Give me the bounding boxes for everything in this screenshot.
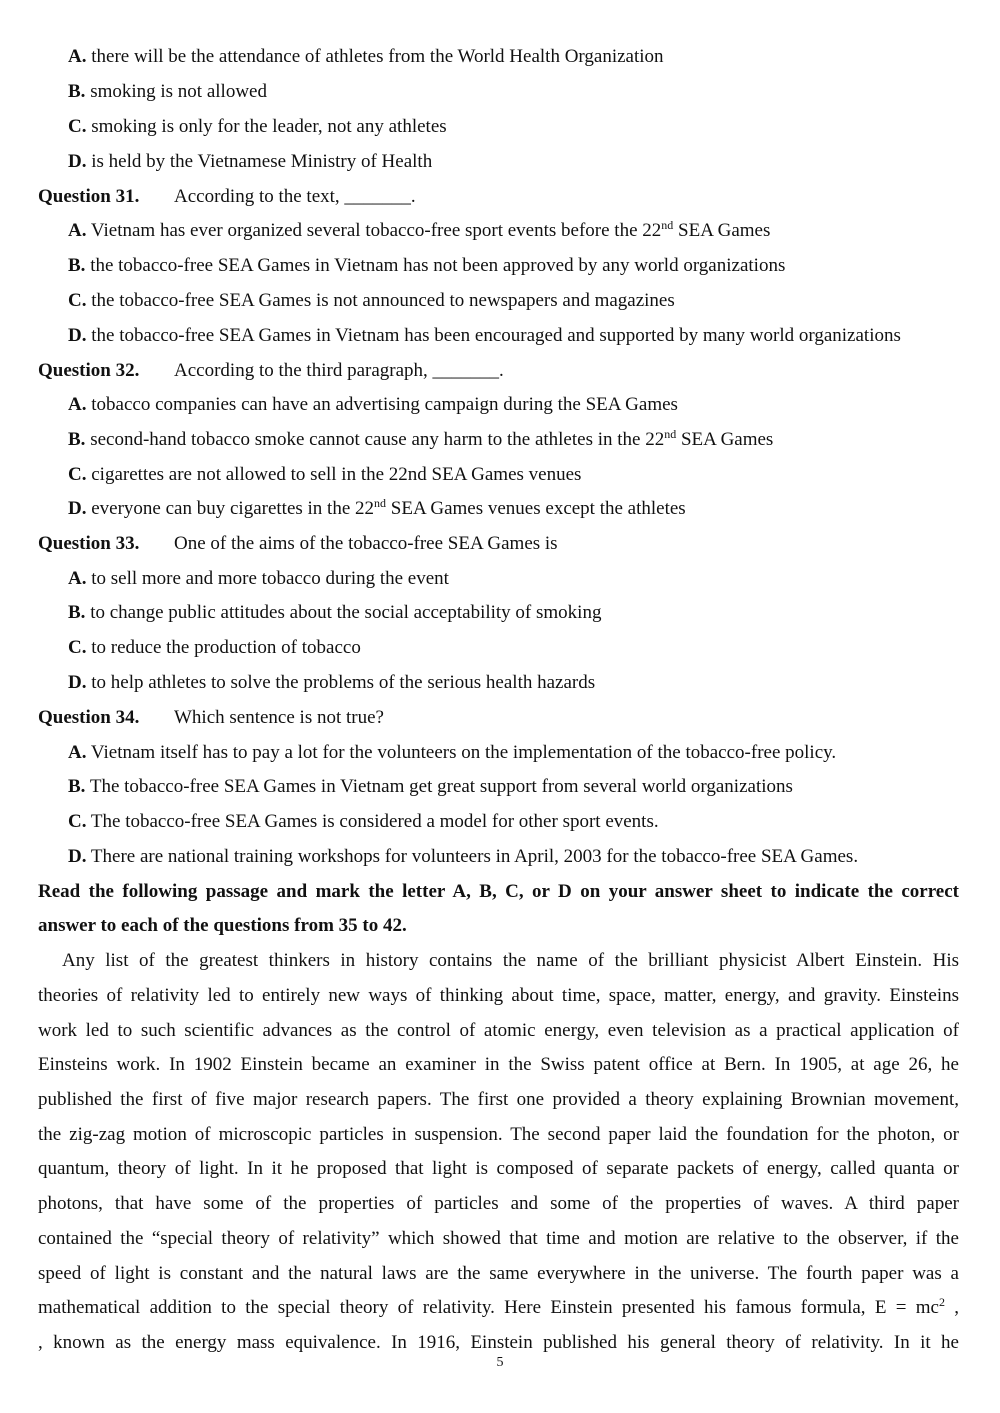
q30-option-c: C. smoking is only for the leader, not any athletes (68, 116, 447, 137)
q34-option-c: C. The tobacco-free SEA Games is considered a model for other sport events. (68, 811, 659, 832)
passage-line: speed of light is constant and the natural laws are the same everywhere in the universe. The fourth paper was a (38, 1263, 959, 1284)
passage-line: theories of relativity led to entirely new ways of thinking about time, space, matter, energy, and gravity. Einsteins (38, 985, 959, 1006)
passage-line: Einsteins work. In 1902 Einstein became an examiner in the Swiss patent office at Bern. In 1905, at age 26, he (38, 1054, 959, 1075)
q33-option-c: C. to reduce the production of tobacco (68, 637, 361, 658)
passage-line: photons, that have some of the properties of particles and some of the properties of waves. A third paper (38, 1193, 959, 1214)
q31-option-d: D. the tobacco-free SEA Games in Vietnam has been encouraged and supported by many world organizations (68, 325, 901, 346)
passage-line: work led to such scientific advances as the control of atomic energy, even television as a practical application of (38, 1020, 959, 1041)
instruction-line-1: Read the following passage and mark the letter A, B, C, or D on your answer sheet to indicate the correct (38, 881, 959, 902)
q30-option-d: D. is held by the Vietnamese Ministry of Health (68, 151, 433, 172)
q31-option-c: C. the tobacco-free SEA Games is not announced to newspapers and magazines (68, 290, 675, 311)
q33-option-b: B. to change public attitudes about the social acceptability of smoking (68, 602, 602, 623)
passage-line: Any list of the greatest thinkers in history contains the name of the brilliant physicist Albert Einstein. His (62, 950, 959, 971)
passage-line: published the first of five major research papers. The first one provided a theory explaining Brownian movement, (38, 1089, 959, 1110)
q34-option-b: B. The tobacco-free SEA Games in Vietnam get great support from several world organizations (68, 776, 793, 797)
q32-option-c: C. cigarettes are not allowed to sell in the 22nd SEA Games venues (68, 464, 582, 485)
q31-option-a: A. Vietnam has ever organized several tobacco-free sport events before the 22nd SEA Games (68, 218, 771, 241)
passage-line-formula: mathematical addition to the special theory of relativity. Here Einstein presented his famous formula, $E = mc^2$ , (38, 1295, 960, 1318)
q30-option-a: A. there will be the attendance of athletes from the World Health Organization (68, 46, 664, 67)
question-33: Question 33. One of the aims of the tobacco-free SEA Games is (38, 533, 558, 554)
passage-line: , known as the energy mass equivalence. In 1916, Einstein published his general theory of relativity. In it he (38, 1332, 959, 1353)
q33-option-d: D. to help athletes to solve the problems of the serious health hazards (68, 672, 596, 693)
q31-option-b: B. the tobacco-free SEA Games in Vietnam has not been approved by any world organizations (68, 255, 786, 276)
formula-superscript: 2 (938, 1295, 945, 1309)
q30-option-b: B. smoking is not allowed (68, 81, 267, 102)
question-32: Question 32. According to the third paragraph, _______. (38, 360, 504, 381)
q32-option-b: B. second-hand tobacco smoke cannot cause any harm to the athletes in the 22nd SEA Games (68, 427, 774, 450)
q34-option-a: A. Vietnam itself has to pay a lot for the volunteers on the implementation of the tobacco-free policy. (68, 742, 837, 763)
passage-line: quantum, theory of light. In it he proposed that light is composed of separate packets of energy, called quanta or (38, 1158, 959, 1179)
q32-option-d: D. everyone can buy cigarettes in the 22nd SEA Games venues except the athletes (68, 496, 686, 519)
q33-option-a: A. to sell more and more tobacco during the event (68, 568, 449, 589)
instruction-line-2: answer to each of the questions from 35 to 42. (38, 915, 407, 936)
passage-line: contained the “special theory of relativity” which showed that time and motion are relative to the observer, if the (38, 1228, 959, 1249)
page-number: 5 (496, 1355, 504, 1370)
passage-line: the zig-zag motion of microscopic particles in suspension. The second paper laid the foundation for the photon, or (38, 1124, 959, 1145)
question-34: Question 34. Which sentence is not true? (38, 707, 384, 728)
q32-option-a: A. tobacco companies can have an advertising campaign during the SEA Games (68, 394, 678, 415)
q34-option-d: D. There are national training workshops for volunteers in April, 2003 for the tobacco-free SEA Games. (68, 846, 859, 867)
question-31: Question 31. According to the text, _______. (38, 186, 416, 207)
